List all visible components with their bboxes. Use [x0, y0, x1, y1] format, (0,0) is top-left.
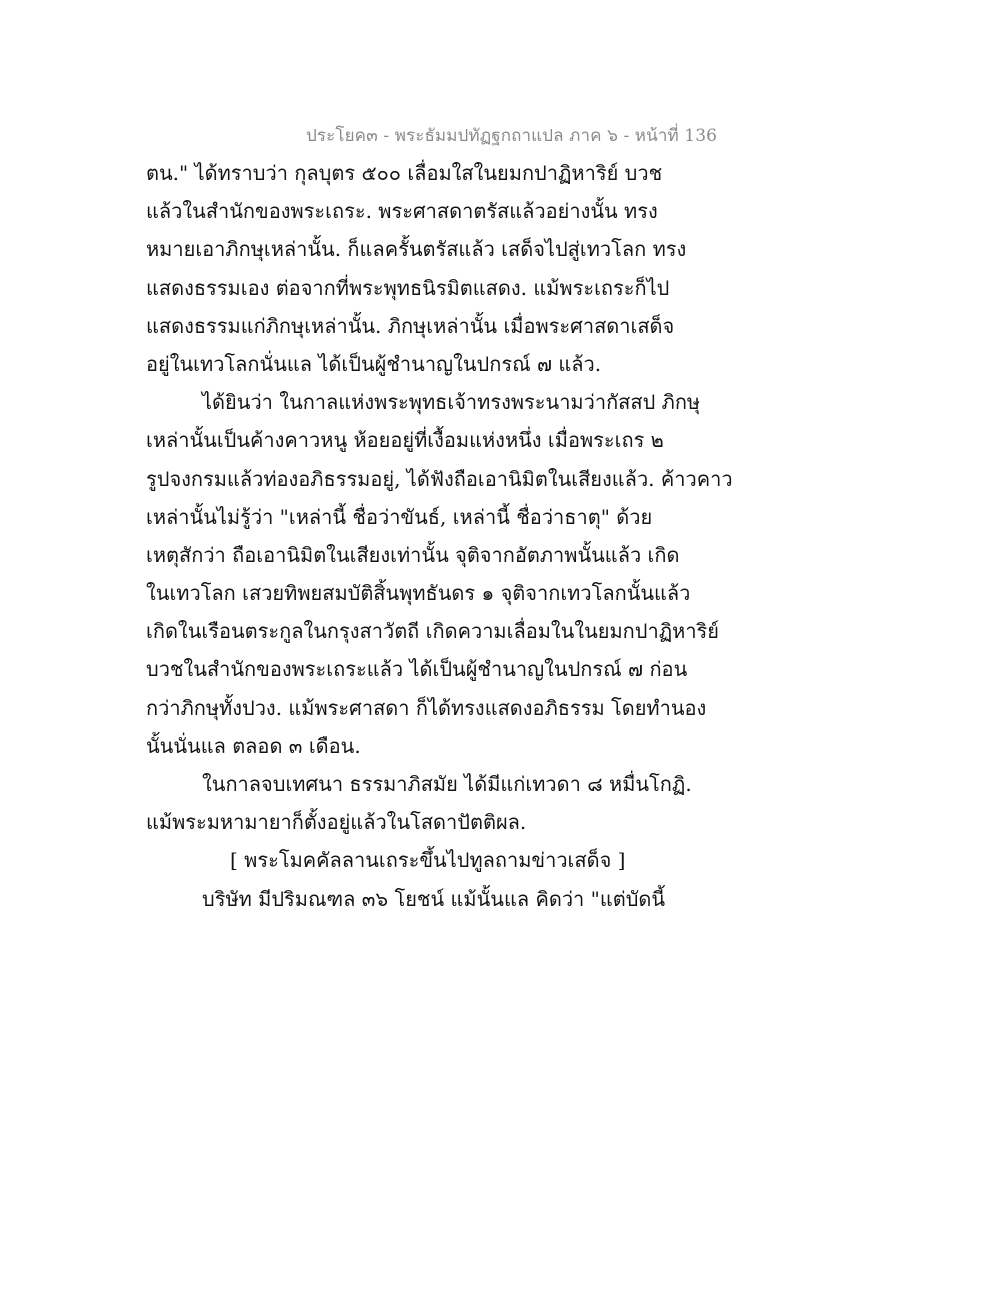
text-line: ได้ยินว่า ในกาลแห่งพระพุทธเจ้าทรงพระนามว่ากัสสป ภิกษุ — [202, 390, 701, 415]
text-line: แสดงธรรมเอง ต่อจากที่พระพุทธนิรมิตแสดง. แม้พระเถระก็ไป — [146, 275, 670, 300]
text-line: ในเทวโลก เสวยทิพยสมบัติสิ้นพุทธันดร ๑ จุติจากเทวโลกนั้นแล้ว — [146, 581, 691, 606]
text-line: แม้พระมหามายาก็ตั้งอยู่แล้วในโสดาปัตติผล. — [146, 810, 527, 835]
text-line: เกิดในเรือนตระกูลในกรุงสาวัตถี เกิดความเลื่อมในในยมกปาฏิหาริย์ — [146, 619, 720, 644]
text-line: ในกาลจบเทศนา ธรรมาภิสมัย ได้มีแก่เทวดา ๘ หมื่นโกฏิ. — [202, 772, 692, 796]
text-line: เหตุสักว่า ถือเอานิมิตในเสียงเท่านั้น จุติจากอัตภาพนั้นแล้ว เกิด — [146, 542, 680, 567]
text-line: หมายเอาภิกษุเหล่านั้น. ก็แลครั้นตรัสแล้ว เสด็จไปสู่เทวโลก ทรง — [146, 237, 687, 262]
text-line: เหล่านั้นเป็นค้างคาวหนู ห้อยอยู่ที่เงื้อมแห่งหนึ่ง เมื่อพระเถร ๒ — [146, 428, 664, 453]
text-line: กว่าภิกษุทั้งปวง. แม้พระศาสดา ก็ได้ทรงแสดงอภิธรรม โดยทำนอง — [146, 695, 707, 720]
text-line: รูปจงกรมแล้วท่องอภิธรรมอยู่, ได้ฟังถือเอานิมิตในเสียงแล้ว. ค้าวคาว — [146, 466, 733, 491]
text-line: แสดงธรรมแก่ภิกษุเหล่านั้น. ภิกษุเหล่านั้น เมื่อพระศาสดาเสด็จ — [146, 313, 675, 338]
page-header: ประโยค๓ - พระธัมมปทัฏฐกถาแปล ภาค ๖ - หน้าที่ 136 — [306, 126, 718, 146]
text-line: บริษัท มีปริมณฑล ๓๖ โยชน์ แม้นั้นแล คิดว่า "แต่บัดนี้ — [202, 886, 666, 911]
text-line: เหล่านั้นไม่รู้ว่า "เหล่านี้ ชื่อว่าขันธ์, เหล่านี้ ชื่อว่าธาตุ" ด้วย — [146, 504, 653, 529]
text-line: แล้วในสำนักของพระเถระ. พระศาสดาตรัสแล้วอย่างนั้น ทรง — [146, 199, 658, 224]
section-heading: [ พระโมคคัลลานเถระขึ้นไปทูลถามข่าวเสด็จ ] — [230, 848, 626, 873]
text-line: นั้นนั่นแล ตลอด ๓ เดือน. — [146, 733, 361, 758]
text-line: ตน." ได้ทราบว่า กุลบุตร ๕๐๐ เลื่อมใสในยมกปาฏิหาริย์ บวช — [146, 161, 663, 185]
text-line: อยู่ในเทวโลกนั่นแล ได้เป็นผู้ชำนาญในปกรณ์ ๗ แล้ว. — [146, 351, 602, 376]
text-line: บวชในสำนักของพระเถระแล้ว ได้เป็นผู้ชำนาญในปกรณ์ ๗ ก่อน — [146, 657, 688, 682]
body-text — [146, 154, 733, 918]
